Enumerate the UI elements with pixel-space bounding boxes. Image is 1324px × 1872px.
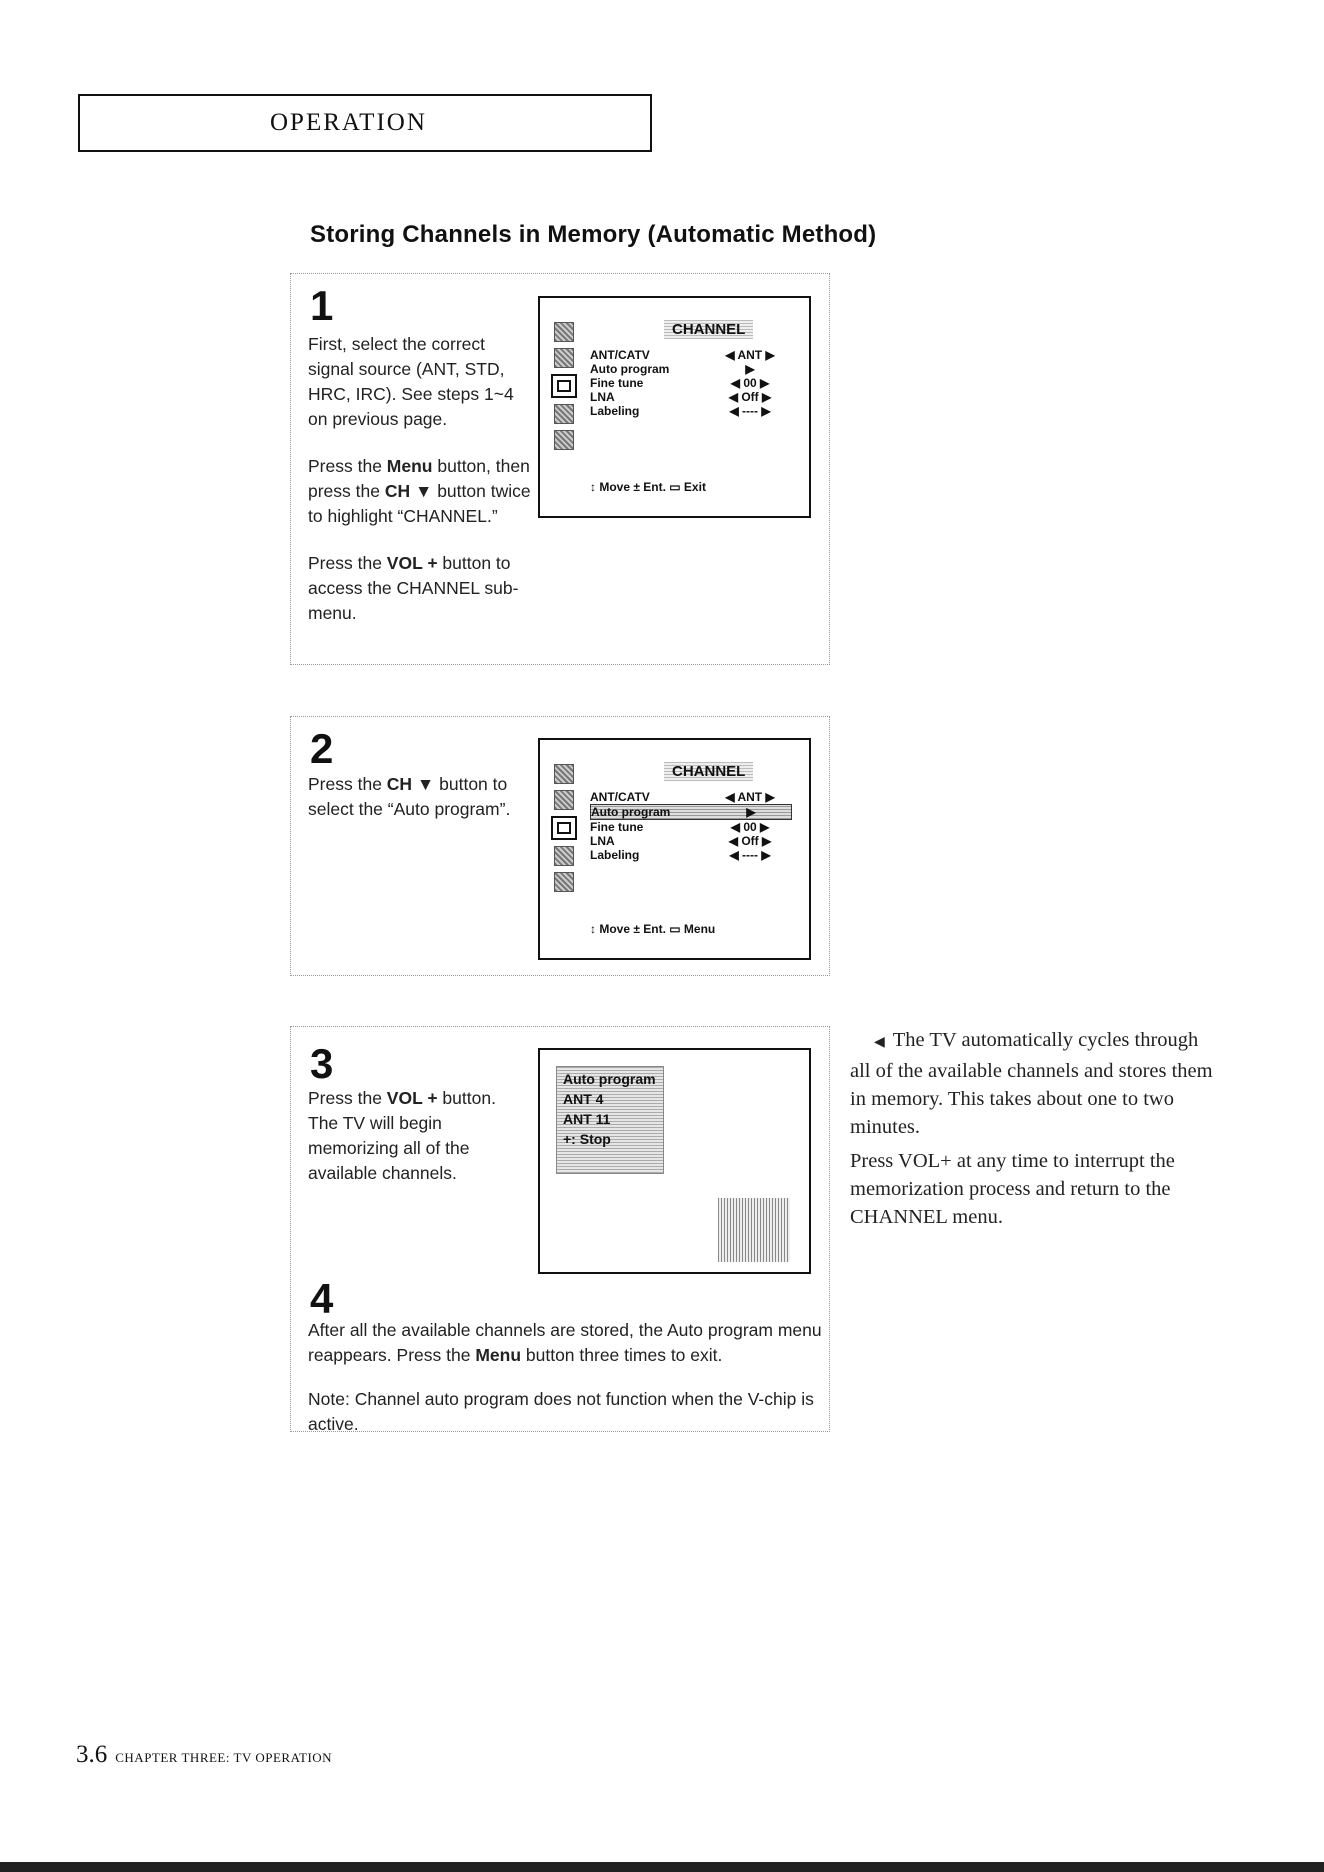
menu-row: LNA ◀ Off ▶	[590, 390, 772, 404]
step3-number: 3	[310, 1040, 334, 1087]
menu-icons	[554, 322, 577, 450]
channel-icon	[551, 816, 577, 840]
channel-preview-box	[718, 1198, 790, 1262]
auto-program-screen	[538, 1048, 811, 1274]
section-title: Storing Channels in Memory (Automatic Method)	[310, 221, 877, 248]
menu-row: Fine tune ◀ 00 ▶	[590, 376, 770, 390]
channel-menu-screen-2	[538, 738, 811, 960]
step1-paragraph-1: First, select the correct signal source (ANT, STD, HRC, IRC). See steps 1~4 on previous page.	[308, 334, 514, 429]
menu-row: Fine tune ◀ 00 ▶	[590, 820, 770, 834]
step2-text: Press the CH ▼ button to select the “Auto program”.	[308, 774, 511, 819]
menu-row: Auto program ▶	[590, 362, 755, 376]
side-note	[850, 1026, 1220, 1231]
menu-row-highlighted: Auto program ▶	[590, 804, 792, 820]
auto-program-line: Auto program	[563, 1071, 656, 1087]
picture-icon	[554, 764, 574, 784]
auto-program-list	[556, 1066, 664, 1174]
chapter-title: CHAPTER THREE: TV OPERATION	[115, 1750, 333, 1765]
step4-note: Note: Channel auto program does not function when the V-chip is active.	[308, 1389, 814, 1434]
step1-number: 1	[310, 282, 334, 329]
menu-footer: ↕ Move ± Ent. ▭ Menu	[590, 922, 716, 936]
page-number: 3.6	[76, 1741, 108, 1768]
menu-row: ANT/CATV ◀ ANT ▶	[590, 790, 775, 804]
auto-program-line: ANT 11	[563, 1111, 611, 1127]
bottom-bar	[0, 1862, 1324, 1872]
setup-icon	[554, 846, 574, 866]
step4-number: 4	[310, 1275, 334, 1322]
step3-text: Press the VOL + button. The TV will begin memorizing all of the available channels.	[308, 1088, 496, 1183]
side-note-paragraph-2: Press VOL+ at any time to interrupt the memorization process and return to the CHANNEL menu.	[850, 1150, 1175, 1228]
menu-footer: ↕ Move ± Ent. ▭ Exit	[590, 480, 706, 494]
menu-row: LNA ◀ Off ▶	[590, 834, 772, 848]
menu-title: CHANNEL	[664, 320, 753, 339]
auto-program-line: ANT 4	[563, 1091, 604, 1107]
input-icon	[554, 430, 574, 450]
setup-icon	[554, 404, 574, 424]
auto-program-line: +: Stop	[563, 1131, 611, 1147]
menu-icons	[554, 764, 577, 892]
menu-row: Labeling ◀ ---- ▶	[590, 404, 771, 418]
page-footer	[76, 1741, 332, 1769]
step2-number: 2	[310, 725, 334, 772]
menu-title: CHANNEL	[664, 762, 753, 781]
step1-paragraph-2: Press the Menu button, then press the CH ▼ button twice to highlight “CHANNEL.”	[308, 456, 531, 526]
channel-icon	[551, 374, 577, 398]
step1-text	[308, 332, 532, 626]
menu-rows	[590, 790, 792, 862]
sound-icon	[554, 790, 574, 810]
page-header-title: OPERATION	[270, 109, 427, 136]
sound-icon	[554, 348, 574, 368]
step4-text: After all the available channels are stored, the Auto program menu reappears. Press the Menu button three times to exit.	[308, 1320, 822, 1365]
menu-rows	[590, 348, 790, 418]
menu-row: ANT/CATV ◀ ANT ▶	[590, 348, 775, 362]
step1-paragraph-3: Press the VOL + button to access the CHANNEL sub-menu.	[308, 553, 519, 623]
channel-menu-screen-1	[538, 296, 811, 518]
input-icon	[554, 872, 574, 892]
menu-row: Labeling ◀ ---- ▶	[590, 848, 771, 862]
side-note-paragraph-1: ◀ The TV automatically cycles through all of the available channels and stores them in memory. This takes about one to two minutes.	[850, 1029, 1213, 1138]
picture-icon	[554, 322, 574, 342]
arrow-left-icon: ◀	[874, 1035, 885, 1050]
